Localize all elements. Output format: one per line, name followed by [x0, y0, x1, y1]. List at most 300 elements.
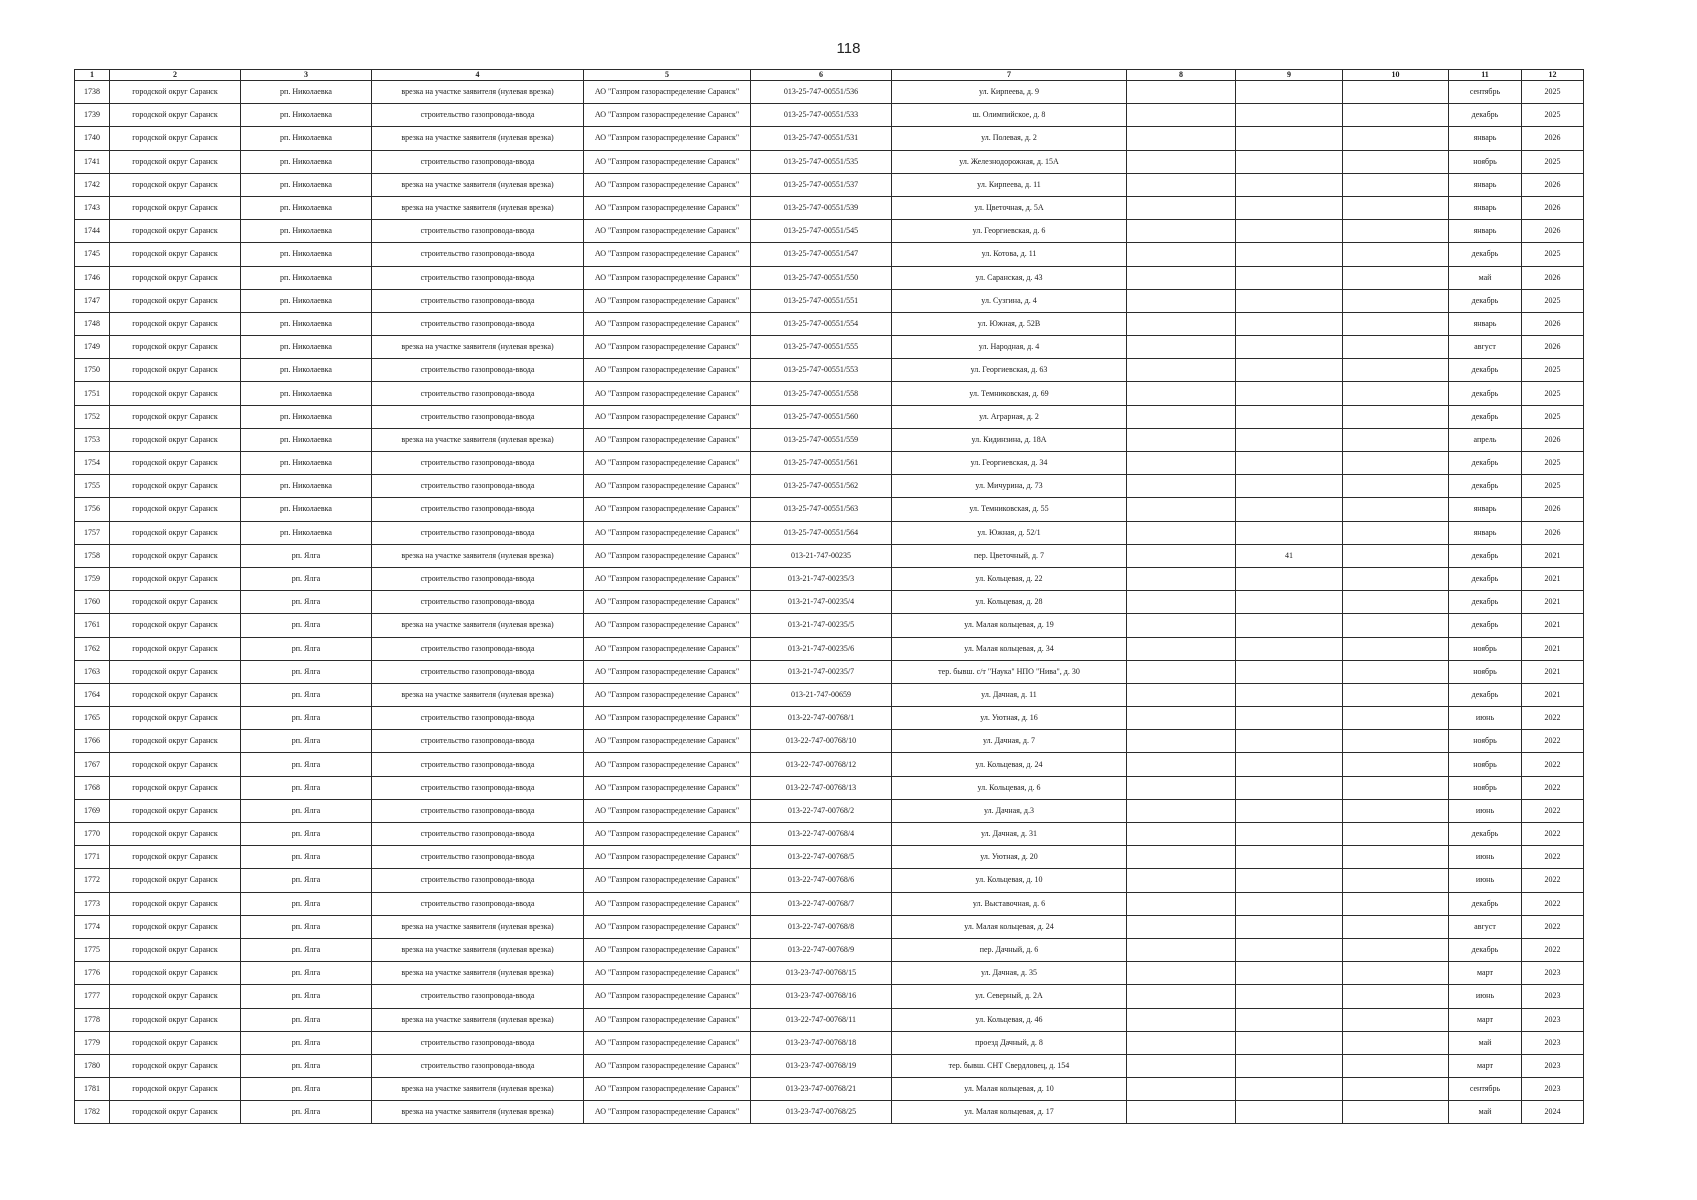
- organization-cell: АО "Газпром газораспределение Саранск": [584, 173, 751, 196]
- column-8-cell: [1127, 475, 1236, 498]
- column-9-cell: [1236, 1101, 1343, 1124]
- row-number-cell: 1780: [75, 1054, 110, 1077]
- year-cell: 2023: [1522, 1054, 1584, 1077]
- year-cell: 2025: [1522, 475, 1584, 498]
- organization-cell: АО "Газпром газораспределение Саранск": [584, 567, 751, 590]
- column-header: 9: [1236, 70, 1343, 81]
- month-cell: сентябрь: [1449, 81, 1522, 104]
- table-row: [75, 196, 1584, 219]
- contract-number-cell: 013-22-747-00768/2: [751, 799, 892, 822]
- month-cell: март: [1449, 1054, 1522, 1077]
- address-cell: проезд Дачный, д. 8: [892, 1031, 1127, 1054]
- column-9-cell: [1236, 869, 1343, 892]
- contract-number-cell: 013-25-747-00551/550: [751, 266, 892, 289]
- municipality-cell: городской округ Саранск: [110, 266, 241, 289]
- table-row: [75, 498, 1584, 521]
- organization-cell: АО "Газпром газораспределение Саранск": [584, 683, 751, 706]
- column-10-cell: [1343, 892, 1449, 915]
- address-cell: ул. Выставочная, д. 6: [892, 892, 1127, 915]
- row-number-cell: 1741: [75, 150, 110, 173]
- month-cell: декабрь: [1449, 544, 1522, 567]
- contract-number-cell: 013-25-747-00551/531: [751, 127, 892, 150]
- column-9-cell: [1236, 266, 1343, 289]
- contract-number-cell: 013-25-747-00551/558: [751, 382, 892, 405]
- column-9-cell: [1236, 405, 1343, 428]
- year-cell: 2022: [1522, 730, 1584, 753]
- settlement-cell: рп. Николаевка: [241, 220, 372, 243]
- column-8-cell: [1127, 962, 1236, 985]
- column-8-cell: [1127, 1078, 1236, 1101]
- contract-number-cell: 013-25-747-00551/545: [751, 220, 892, 243]
- settlement-cell: рп. Ялга: [241, 567, 372, 590]
- organization-cell: АО "Газпром газораспределение Саранск": [584, 637, 751, 660]
- column-8-cell: [1127, 660, 1236, 683]
- column-9-cell: 41: [1236, 544, 1343, 567]
- month-cell: июнь: [1449, 799, 1522, 822]
- column-8-cell: [1127, 104, 1236, 127]
- row-number-cell: 1739: [75, 104, 110, 127]
- address-cell: ул. Цветочная, д. 5А: [892, 196, 1127, 219]
- address-cell: ул. Дачная, д. 11: [892, 683, 1127, 706]
- month-cell: ноябрь: [1449, 776, 1522, 799]
- table-row: [75, 614, 1584, 637]
- column-10-cell: [1343, 452, 1449, 475]
- column-10-cell: [1343, 1031, 1449, 1054]
- column-10-cell: [1343, 823, 1449, 846]
- table-row: [75, 475, 1584, 498]
- organization-cell: АО "Газпром газораспределение Саранск": [584, 1078, 751, 1101]
- page-number: 118: [836, 40, 861, 57]
- work-type-cell: строительство газопровода-ввода: [372, 660, 584, 683]
- column-10-cell: [1343, 591, 1449, 614]
- table-row: [75, 637, 1584, 660]
- organization-cell: АО "Газпром газораспределение Саранск": [584, 428, 751, 451]
- address-cell: ул. Темниковская, д. 55: [892, 498, 1127, 521]
- column-10-cell: [1343, 81, 1449, 104]
- column-9-cell: [1236, 150, 1343, 173]
- municipality-cell: городской округ Саранск: [110, 683, 241, 706]
- year-cell: 2022: [1522, 869, 1584, 892]
- organization-cell: АО "Газпром газораспределение Саранск": [584, 243, 751, 266]
- settlement-cell: рп. Ялга: [241, 799, 372, 822]
- table-row: [75, 567, 1584, 590]
- table-row: [75, 730, 1584, 753]
- work-type-cell: строительство газопровода-ввода: [372, 846, 584, 869]
- table-row: [75, 869, 1584, 892]
- column-10-cell: [1343, 1101, 1449, 1124]
- month-cell: декабрь: [1449, 359, 1522, 382]
- year-cell: 2022: [1522, 707, 1584, 730]
- municipality-cell: городской округ Саранск: [110, 150, 241, 173]
- column-header: 10: [1343, 70, 1449, 81]
- contract-number-cell: 013-21-747-00235/7: [751, 660, 892, 683]
- organization-cell: АО "Газпром газораспределение Саранск": [584, 938, 751, 961]
- organization-cell: АО "Газпром газораспределение Саранск": [584, 266, 751, 289]
- settlement-cell: рп. Ялга: [241, 823, 372, 846]
- year-cell: 2026: [1522, 498, 1584, 521]
- settlement-cell: рп. Николаевка: [241, 475, 372, 498]
- municipality-cell: городской округ Саранск: [110, 544, 241, 567]
- organization-cell: АО "Газпром газораспределение Саранск": [584, 1008, 751, 1031]
- column-9-cell: [1236, 962, 1343, 985]
- organization-cell: АО "Газпром газораспределение Саранск": [584, 962, 751, 985]
- row-number-cell: 1760: [75, 591, 110, 614]
- column-10-cell: [1343, 289, 1449, 312]
- address-cell: ул. Дачная, д. 7: [892, 730, 1127, 753]
- column-9-cell: [1236, 938, 1343, 961]
- contract-number-cell: 013-22-747-00768/13: [751, 776, 892, 799]
- row-number-cell: 1745: [75, 243, 110, 266]
- work-type-cell: строительство газопровода-ввода: [372, 985, 584, 1008]
- address-cell: ул. Сузгина, д. 4: [892, 289, 1127, 312]
- column-9-cell: [1236, 730, 1343, 753]
- column-8-cell: [1127, 266, 1236, 289]
- column-9-cell: [1236, 312, 1343, 335]
- organization-cell: АО "Газпром газораспределение Саранск": [584, 1054, 751, 1077]
- row-number-cell: 1761: [75, 614, 110, 637]
- table-row: [75, 150, 1584, 173]
- municipality-cell: городской округ Саранск: [110, 173, 241, 196]
- address-cell: ул. Малая кольцевая, д. 10: [892, 1078, 1127, 1101]
- table-row: [75, 127, 1584, 150]
- address-cell: ул. Южная, д. 52/1: [892, 521, 1127, 544]
- column-9-cell: [1236, 567, 1343, 590]
- year-cell: 2022: [1522, 823, 1584, 846]
- column-10-cell: [1343, 915, 1449, 938]
- row-number-cell: 1776: [75, 962, 110, 985]
- year-cell: 2023: [1522, 1078, 1584, 1101]
- municipality-cell: городской округ Саранск: [110, 1101, 241, 1124]
- table-row: [75, 544, 1584, 567]
- organization-cell: АО "Газпром газораспределение Саранск": [584, 150, 751, 173]
- month-cell: июнь: [1449, 869, 1522, 892]
- month-cell: декабрь: [1449, 591, 1522, 614]
- contract-number-cell: 013-21-747-00235/3: [751, 567, 892, 590]
- row-number-cell: 1771: [75, 846, 110, 869]
- work-type-cell: строительство газопровода-ввода: [372, 359, 584, 382]
- month-cell: декабрь: [1449, 614, 1522, 637]
- organization-cell: АО "Газпром газораспределение Саранск": [584, 799, 751, 822]
- column-9-cell: [1236, 660, 1343, 683]
- column-10-cell: [1343, 1008, 1449, 1031]
- month-cell: декабрь: [1449, 104, 1522, 127]
- address-cell: ул. Малая кольцевая, д. 34: [892, 637, 1127, 660]
- address-cell: ш. Олимпийское, д. 8: [892, 104, 1127, 127]
- work-type-cell: строительство газопровода-ввода: [372, 776, 584, 799]
- column-9-cell: [1236, 753, 1343, 776]
- column-8-cell: [1127, 220, 1236, 243]
- organization-cell: АО "Газпром газораспределение Саранск": [584, 359, 751, 382]
- column-header: 6: [751, 70, 892, 81]
- work-type-cell: строительство газопровода-ввода: [372, 452, 584, 475]
- work-type-cell: врезка на участке заявителя (нулевая врезка): [372, 962, 584, 985]
- address-cell: ул. Малая кольцевая, д. 24: [892, 915, 1127, 938]
- year-cell: 2021: [1522, 567, 1584, 590]
- row-number-cell: 1773: [75, 892, 110, 915]
- column-8-cell: [1127, 1101, 1236, 1124]
- contract-number-cell: 013-25-747-00551/562: [751, 475, 892, 498]
- month-cell: ноябрь: [1449, 660, 1522, 683]
- work-type-cell: строительство газопровода-ввода: [372, 823, 584, 846]
- column-9-cell: [1236, 196, 1343, 219]
- work-type-cell: строительство газопровода-ввода: [372, 637, 584, 660]
- organization-cell: АО "Газпром газораспределение Саранск": [584, 869, 751, 892]
- column-10-cell: [1343, 359, 1449, 382]
- settlement-cell: рп. Николаевка: [241, 359, 372, 382]
- work-type-cell: строительство газопровода-ввода: [372, 567, 584, 590]
- column-header: 4: [372, 70, 584, 81]
- address-cell: тер. бывш. с/т "Наука" НПО "Нива", д. 30: [892, 660, 1127, 683]
- column-10-cell: [1343, 405, 1449, 428]
- year-cell: 2026: [1522, 336, 1584, 359]
- column-8-cell: [1127, 683, 1236, 706]
- month-cell: январь: [1449, 127, 1522, 150]
- contract-number-cell: 013-23-747-00768/15: [751, 962, 892, 985]
- column-10-cell: [1343, 637, 1449, 660]
- settlement-cell: рп. Николаевка: [241, 104, 372, 127]
- row-number-cell: 1738: [75, 81, 110, 104]
- work-type-cell: строительство газопровода-ввода: [372, 475, 584, 498]
- month-cell: июнь: [1449, 985, 1522, 1008]
- municipality-cell: городской округ Саранск: [110, 452, 241, 475]
- work-type-cell: строительство газопровода-ввода: [372, 382, 584, 405]
- column-8-cell: [1127, 336, 1236, 359]
- address-cell: ул. Кольцевая, д. 6: [892, 776, 1127, 799]
- month-cell: январь: [1449, 220, 1522, 243]
- column-10-cell: [1343, 196, 1449, 219]
- column-10-cell: [1343, 776, 1449, 799]
- settlement-cell: рп. Ялга: [241, 776, 372, 799]
- column-8-cell: [1127, 1031, 1236, 1054]
- settlement-cell: рп. Ялга: [241, 1054, 372, 1077]
- year-cell: 2021: [1522, 660, 1584, 683]
- work-type-cell: строительство газопровода-ввода: [372, 869, 584, 892]
- row-number-cell: 1765: [75, 707, 110, 730]
- column-8-cell: [1127, 707, 1236, 730]
- address-cell: ул. Южная, д. 52В: [892, 312, 1127, 335]
- organization-cell: АО "Газпром газораспределение Саранск": [584, 81, 751, 104]
- column-10-cell: [1343, 243, 1449, 266]
- settlement-cell: рп. Ялга: [241, 1101, 372, 1124]
- municipality-cell: городской округ Саранск: [110, 312, 241, 335]
- row-number-cell: 1757: [75, 521, 110, 544]
- row-number-cell: 1756: [75, 498, 110, 521]
- year-cell: 2026: [1522, 173, 1584, 196]
- organization-cell: АО "Газпром газораспределение Саранск": [584, 498, 751, 521]
- municipality-cell: городской округ Саранск: [110, 81, 241, 104]
- column-header: 3: [241, 70, 372, 81]
- month-cell: январь: [1449, 521, 1522, 544]
- contract-number-cell: 013-25-747-00551/561: [751, 452, 892, 475]
- address-cell: ул. Кидинзина, д. 18А: [892, 428, 1127, 451]
- address-cell: ул. Северный, д. 2А: [892, 985, 1127, 1008]
- table-row: [75, 753, 1584, 776]
- municipality-cell: городской округ Саранск: [110, 707, 241, 730]
- contract-number-cell: 013-25-747-00551/536: [751, 81, 892, 104]
- table-row: [75, 683, 1584, 706]
- address-cell: ул. Дачная, д.3: [892, 799, 1127, 822]
- year-cell: 2021: [1522, 683, 1584, 706]
- table-row: [75, 1078, 1584, 1101]
- row-number-cell: 1742: [75, 173, 110, 196]
- settlement-cell: рп. Ялга: [241, 753, 372, 776]
- settlement-cell: рп. Николаевка: [241, 312, 372, 335]
- work-type-cell: строительство газопровода-ввода: [372, 799, 584, 822]
- column-10-cell: [1343, 382, 1449, 405]
- column-8-cell: [1127, 730, 1236, 753]
- column-10-cell: [1343, 1078, 1449, 1101]
- column-8-cell: [1127, 637, 1236, 660]
- work-type-cell: строительство газопровода-ввода: [372, 150, 584, 173]
- organization-cell: АО "Газпром газораспределение Саранск": [584, 452, 751, 475]
- contract-number-cell: 013-21-747-00659: [751, 683, 892, 706]
- work-type-cell: строительство газопровода-ввода: [372, 104, 584, 127]
- municipality-cell: городской округ Саранск: [110, 753, 241, 776]
- column-8-cell: [1127, 428, 1236, 451]
- municipality-cell: городской округ Саранск: [110, 985, 241, 1008]
- table-row: [75, 405, 1584, 428]
- row-number-cell: 1746: [75, 266, 110, 289]
- month-cell: декабрь: [1449, 683, 1522, 706]
- settlement-cell: рп. Николаевка: [241, 521, 372, 544]
- municipality-cell: городской округ Саранск: [110, 196, 241, 219]
- column-8-cell: [1127, 127, 1236, 150]
- column-10-cell: [1343, 475, 1449, 498]
- row-number-cell: 1782: [75, 1101, 110, 1124]
- table-row: [75, 1008, 1584, 1031]
- year-cell: 2025: [1522, 104, 1584, 127]
- column-9-cell: [1236, 799, 1343, 822]
- month-cell: декабрь: [1449, 823, 1522, 846]
- column-8-cell: [1127, 382, 1236, 405]
- work-type-cell: строительство газопровода-ввода: [372, 1054, 584, 1077]
- contract-number-cell: 013-21-747-00235/4: [751, 591, 892, 614]
- organization-cell: АО "Газпром газораспределение Саранск": [584, 289, 751, 312]
- row-number-cell: 1772: [75, 869, 110, 892]
- settlement-cell: рп. Николаевка: [241, 428, 372, 451]
- year-cell: 2025: [1522, 359, 1584, 382]
- column-10-cell: [1343, 614, 1449, 637]
- year-cell: 2026: [1522, 196, 1584, 219]
- municipality-cell: городской округ Саранск: [110, 869, 241, 892]
- column-9-cell: [1236, 892, 1343, 915]
- column-header: 12: [1522, 70, 1584, 81]
- contract-number-cell: 013-22-747-00768/7: [751, 892, 892, 915]
- contract-number-cell: 013-23-747-00768/16: [751, 985, 892, 1008]
- settlement-cell: рп. Ялга: [241, 962, 372, 985]
- column-8-cell: [1127, 915, 1236, 938]
- work-type-cell: строительство газопровода-ввода: [372, 243, 584, 266]
- column-8-cell: [1127, 1008, 1236, 1031]
- table-row: [75, 428, 1584, 451]
- row-number-cell: 1751: [75, 382, 110, 405]
- organization-cell: АО "Газпром газораспределение Саранск": [584, 730, 751, 753]
- column-9-cell: [1236, 637, 1343, 660]
- column-10-cell: [1343, 753, 1449, 776]
- table-row: [75, 266, 1584, 289]
- municipality-cell: городской округ Саранск: [110, 660, 241, 683]
- municipality-cell: городской округ Саранск: [110, 289, 241, 312]
- column-8-cell: [1127, 452, 1236, 475]
- municipality-cell: городской округ Саранск: [110, 730, 241, 753]
- settlement-cell: рп. Ялга: [241, 707, 372, 730]
- organization-cell: АО "Газпром газораспределение Саранск": [584, 312, 751, 335]
- contract-number-cell: 013-25-747-00551/554: [751, 312, 892, 335]
- column-9-cell: [1236, 915, 1343, 938]
- year-cell: 2021: [1522, 614, 1584, 637]
- contract-number-cell: 013-25-747-00551/563: [751, 498, 892, 521]
- municipality-cell: городской округ Саранск: [110, 1031, 241, 1054]
- month-cell: декабрь: [1449, 452, 1522, 475]
- contract-number-cell: 013-23-747-00768/18: [751, 1031, 892, 1054]
- settlement-cell: рп. Ялга: [241, 683, 372, 706]
- municipality-cell: городской округ Саранск: [110, 823, 241, 846]
- settlement-cell: рп. Ялга: [241, 544, 372, 567]
- year-cell: 2024: [1522, 1101, 1584, 1124]
- work-type-cell: врезка на участке заявителя (нулевая врезка): [372, 915, 584, 938]
- column-9-cell: [1236, 591, 1343, 614]
- row-number-cell: 1763: [75, 660, 110, 683]
- municipality-cell: городской округ Саранск: [110, 220, 241, 243]
- year-cell: 2021: [1522, 544, 1584, 567]
- organization-cell: АО "Газпром газораспределение Саранск": [584, 544, 751, 567]
- address-cell: ул. Георгиевская, д. 63: [892, 359, 1127, 382]
- address-cell: ул. Темниковская, д. 69: [892, 382, 1127, 405]
- month-cell: декабрь: [1449, 892, 1522, 915]
- table-row: [75, 382, 1584, 405]
- work-type-cell: строительство газопровода-ввода: [372, 498, 584, 521]
- table-row: [75, 799, 1584, 822]
- column-10-cell: [1343, 660, 1449, 683]
- organization-cell: АО "Газпром газораспределение Саранск": [584, 915, 751, 938]
- column-9-cell: [1236, 81, 1343, 104]
- settlement-cell: рп. Ялга: [241, 614, 372, 637]
- contract-number-cell: 013-23-747-00768/19: [751, 1054, 892, 1077]
- municipality-cell: городской округ Саранск: [110, 637, 241, 660]
- address-cell: ул. Железнодорожная, д. 15А: [892, 150, 1127, 173]
- column-8-cell: [1127, 753, 1236, 776]
- year-cell: 2022: [1522, 846, 1584, 869]
- work-type-cell: врезка на участке заявителя (нулевая врезка): [372, 1008, 584, 1031]
- address-cell: ул. Дачная, д. 35: [892, 962, 1127, 985]
- address-cell: ул. Уютная, д. 20: [892, 846, 1127, 869]
- contract-number-cell: 013-22-747-00768/4: [751, 823, 892, 846]
- year-cell: 2026: [1522, 521, 1584, 544]
- month-cell: май: [1449, 1101, 1522, 1124]
- year-cell: 2022: [1522, 938, 1584, 961]
- column-8-cell: [1127, 776, 1236, 799]
- column-8-cell: [1127, 150, 1236, 173]
- contract-number-cell: 013-25-747-00551/535: [751, 150, 892, 173]
- month-cell: декабрь: [1449, 938, 1522, 961]
- table-row: [75, 985, 1584, 1008]
- work-type-cell: строительство газопровода-ввода: [372, 266, 584, 289]
- table-row: [75, 336, 1584, 359]
- municipality-cell: городской округ Саранск: [110, 915, 241, 938]
- column-9-cell: [1236, 521, 1343, 544]
- organization-cell: АО "Газпром газораспределение Саранск": [584, 521, 751, 544]
- work-type-cell: строительство газопровода-ввода: [372, 753, 584, 776]
- year-cell: 2025: [1522, 289, 1584, 312]
- column-8-cell: [1127, 359, 1236, 382]
- row-number-cell: 1750: [75, 359, 110, 382]
- column-10-cell: [1343, 104, 1449, 127]
- municipality-cell: городской округ Саранск: [110, 846, 241, 869]
- contract-number-cell: 013-22-747-00768/9: [751, 938, 892, 961]
- month-cell: декабрь: [1449, 567, 1522, 590]
- contract-number-cell: 013-25-747-00551/553: [751, 359, 892, 382]
- municipality-cell: городской округ Саранск: [110, 498, 241, 521]
